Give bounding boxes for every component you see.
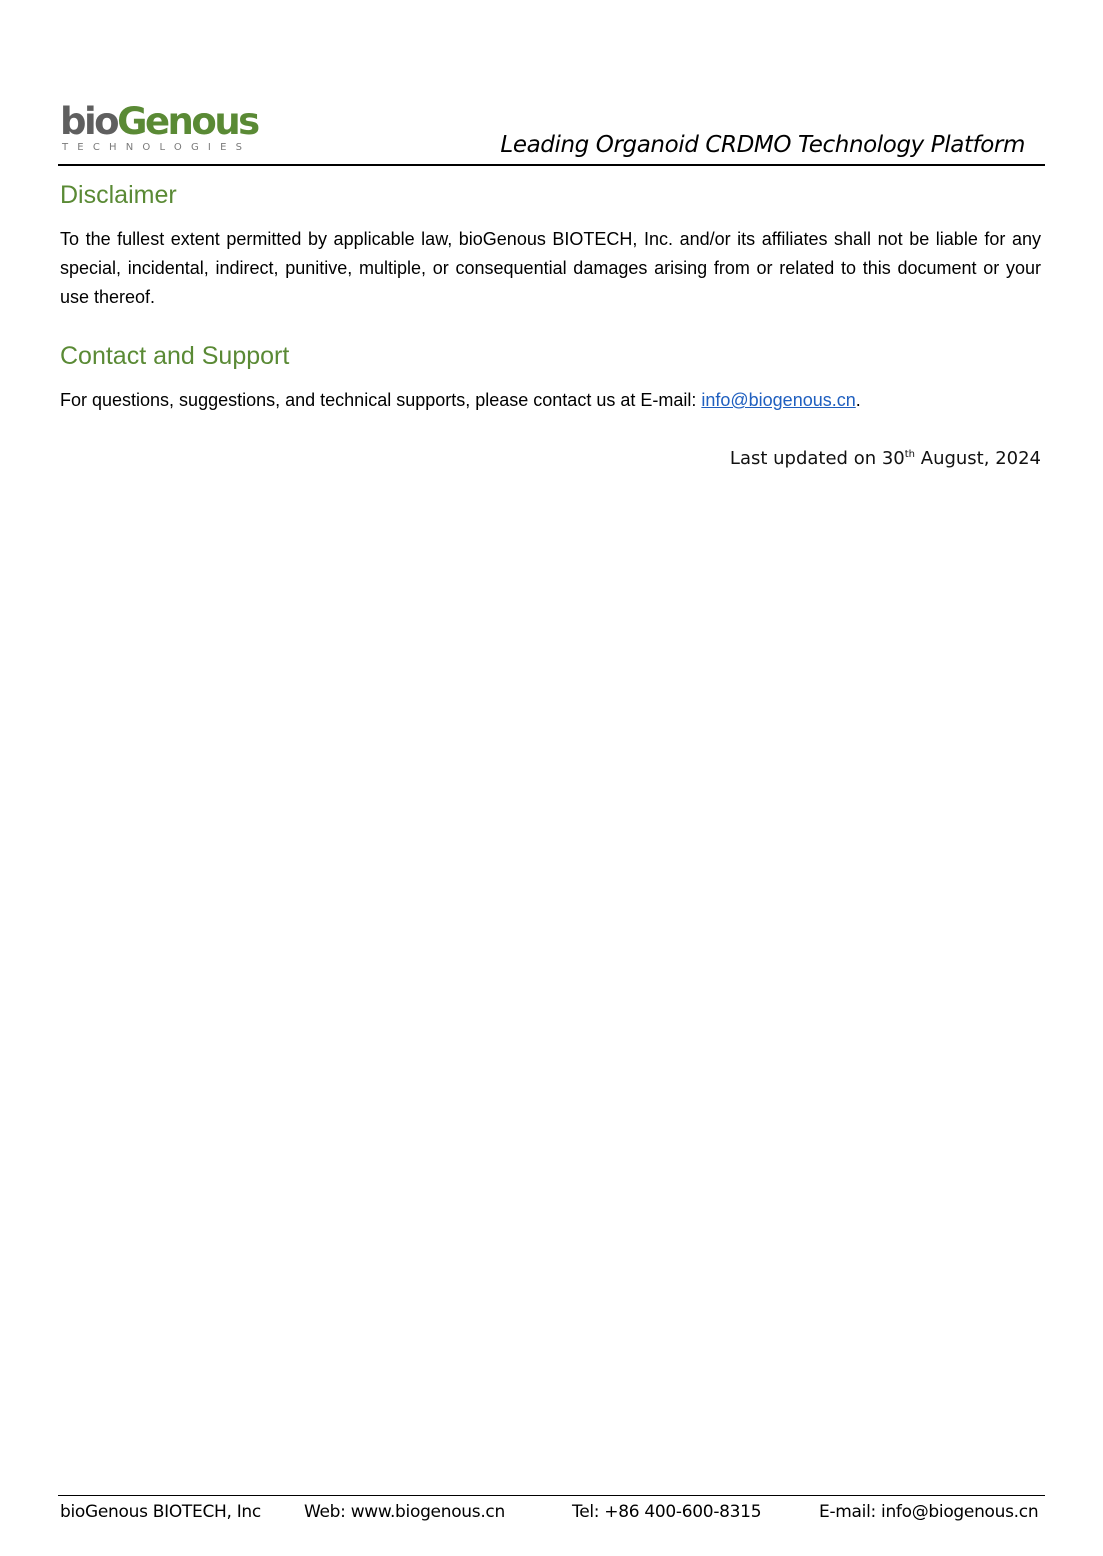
logo-wordmark [60, 100, 258, 144]
footer-email: E-mail: info@biogenous.cn [819, 1502, 1039, 1522]
contact-text-end: . [855, 390, 861, 410]
last-updated-note [730, 446, 1041, 472]
contact-text: For questions, suggestions, and technical supports, please contact us at E-mail: [60, 390, 702, 410]
disclaimer-heading: Disclaimer [60, 181, 177, 209]
logo-subtitle: TECHNOLOGIES [62, 142, 252, 153]
footer-tel: Tel: +86 400-600-8315 [572, 1502, 762, 1522]
disclaimer-paragraph: To the fullest extent permitted by applicable law, bioGenous BIOTECH, Inc. and/or its affiliates shall not be liable for any special, incidental, indirect, punitive, multiple, or consequential damages arising from or related to this document or your use thereof. [60, 229, 1041, 307]
contact-heading: Contact and Support [60, 342, 290, 370]
footer-company: bioGenous BIOTECH, Inc [60, 1502, 261, 1522]
last-updated-ordinal: th [904, 449, 916, 460]
logo-genous-text: Genous [117, 100, 258, 143]
page-footer [58, 1495, 1045, 1529]
contact-email-link[interactable]: info@biogenous.cn [701, 390, 856, 410]
company-logo [60, 100, 260, 156]
header-tagline: Leading Organoid CRDMO Technology Platform [500, 132, 1025, 158]
contact-paragraph [60, 386, 1041, 415]
last-updated-prefix: Last updated on 30 [729, 448, 905, 469]
logo-bio-text: bio [60, 100, 118, 143]
footer-web: Web: www.biogenous.cn [304, 1502, 505, 1522]
page-header [58, 100, 1045, 166]
last-updated-suffix: August, 2024 [915, 448, 1041, 469]
